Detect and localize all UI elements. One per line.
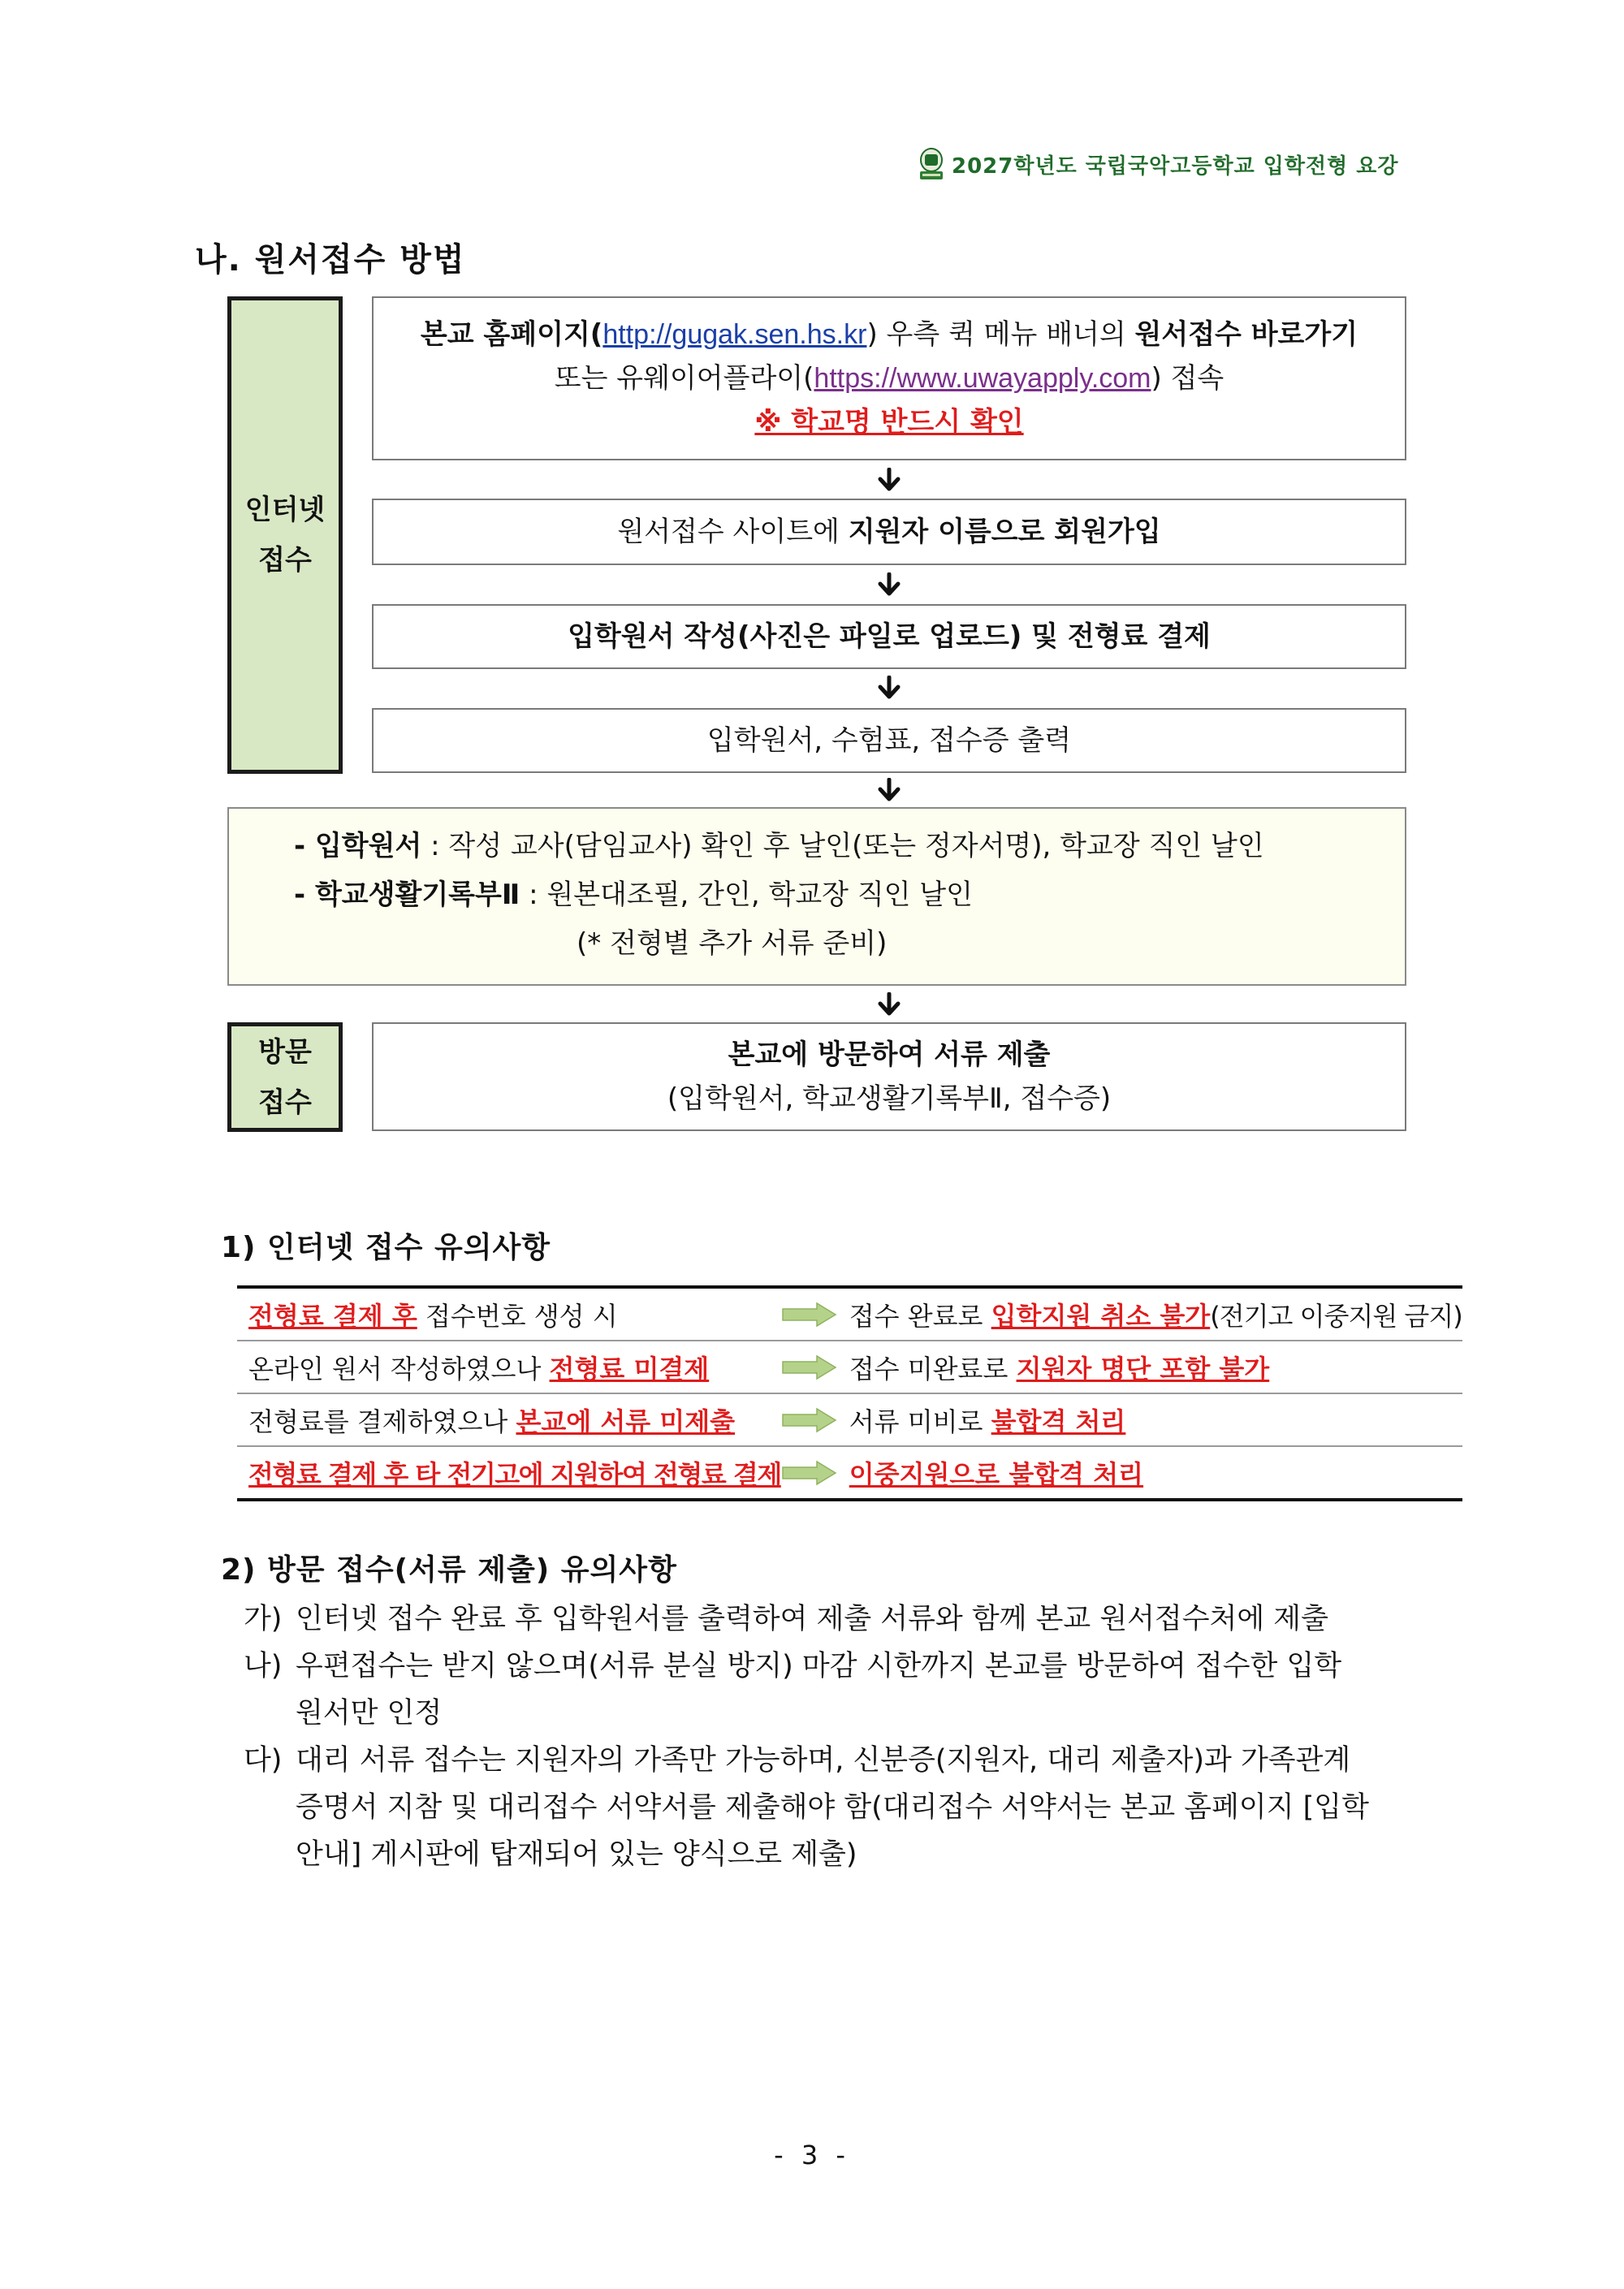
note-emphasis: 지원자 명단 포함 불가 [1016,1353,1270,1384]
note-text: 온라인 원서 작성하였으나 [248,1353,550,1384]
note-condition [237,1393,781,1446]
step1-line2 [555,356,1224,400]
note-condition [237,1287,781,1341]
note-arrow-cell [781,1287,838,1341]
note-emphasis: 본교에 서류 미제출 [516,1406,736,1437]
note-emphasis: 전형료 결제 후 [248,1300,417,1332]
visit-label-line2: 접수 [258,1086,312,1119]
step2-text: 원서접수 사이트에 [617,516,849,548]
school-homepage-link[interactable]: http://gugak.sen.hs.kr [603,319,867,350]
right-arrow-icon [781,1354,838,1381]
school-emblem-icon [918,147,945,181]
header-title: 2027학년도 국립국악고등학교 입학전형 요강 [952,153,1399,179]
note-emphasis: 입학지원 취소 불가 [991,1300,1211,1332]
school-name-warning: ※ 학교명 반드시 확인 [754,406,1024,438]
internet-notes-title: 1) 인터넷 접수 유의사항 [221,1231,551,1264]
step1-text-d: 또는 유웨이어플라이( [554,362,814,395]
visit-bold: 본교에 방문하여 서류 제출 [728,1039,1051,1071]
note-arrow-cell [781,1393,838,1446]
step2-bold: 지원자 이름으로 회원가입 [848,516,1161,548]
step1-text-e: ) 접속 [1151,362,1224,395]
uwayapply-link[interactable]: https://www.uwayapply.com [814,363,1151,394]
note-result [838,1393,1462,1446]
note-text: 접수번호 생성 시 [417,1300,618,1332]
note-text: 서류 미비로 [849,1406,991,1437]
page-header [918,146,1399,182]
note-arrow-cell [781,1446,838,1500]
note-result [838,1446,1462,1500]
note-condition [237,1446,781,1500]
table-row [237,1341,1462,1393]
list-item-marker: 나) [244,1650,283,1682]
required-documents-box [227,807,1406,986]
docs-line-record [294,872,973,912]
down-arrow-icon [873,572,905,597]
note-text: (전기고 이중지원 금지) [1210,1300,1462,1332]
note-text: 전형료를 결제하였으나 [248,1406,516,1437]
docs-application-desc: : 작성 교사(담임교사) 확인 후 날인(또는 정자서명), 학교장 직인 날인 [421,830,1264,862]
down-arrow-icon [873,992,905,1017]
note-condition [237,1341,781,1393]
docs-line-application [294,823,1264,863]
section-title: 나. 원서접수 방법 [195,241,466,279]
visit-label-line1: 방문 [258,1035,312,1069]
note-arrow-cell [781,1341,838,1393]
docs-dash: - [294,830,315,862]
page-number: - 3 - [774,2140,850,2170]
right-arrow-icon [781,1459,838,1487]
docs-application-label: 입학원서 [314,830,422,862]
visit-receipt-label [227,1022,343,1132]
step1-text-b: ) 우측 퀵 메뉴 배너의 [866,318,1135,351]
step-write-application [372,604,1406,669]
step-visit-submit [372,1022,1406,1131]
step3-text: 입학원서 작성(사진은 파일로 업로드) 및 전형료 결제 [568,620,1211,653]
docs-dash: - [294,879,315,911]
table-row [237,1393,1462,1446]
docs-record-desc: : 원본대조필, 간인, 학교장 직인 날인 [520,879,973,911]
right-arrow-icon [781,1301,838,1328]
internet-label-line2: 접수 [258,544,312,577]
step-member-signup [372,499,1406,565]
list-item-marker: 가) [244,1603,283,1635]
list-item-line: 대리 서류 접수는 지원자의 가족만 가능하며, 신분증(지원자, 대리 제출자)과 가족관계 [296,1744,1351,1777]
table-row [237,1287,1462,1341]
visit-notes-title: 2) 방문 접수(서류 제출) 유의사항 [221,1553,677,1587]
visit-notes-list [244,1596,1413,1904]
step-print-documents [372,708,1406,773]
docs-extra-note: (* 전형별 추가 서류 준비) [577,927,888,960]
note-text: 접수 완료로 [849,1300,991,1332]
note-emphasis: 전형료 미결제 [549,1353,710,1384]
list-item-marker: 다) [244,1744,283,1777]
internet-label-line1: 인터넷 [244,494,326,526]
down-arrow-icon [873,676,905,700]
internet-receipt-label [227,296,343,774]
docs-record-label: 학교생활기록부Ⅱ [314,879,520,911]
note-emphasis: 전형료 결제 후 타 전기고에 지원하여 전형료 결제 [248,1458,781,1490]
step1-text-c: 원서접수 바로가기 [1134,318,1358,351]
list-item-line: 우편접수는 받지 않으며(서류 분실 방지) 마감 시한까지 본교를 방문하여 접수한 입학 [296,1650,1342,1682]
note-result [838,1287,1462,1341]
step1-text-a: 본교 홈페이지( [420,318,603,351]
step-homepage-access [372,296,1406,460]
visit-normal: (입학원서, 학교생활기록부Ⅱ, 접수증) [667,1082,1112,1115]
internet-notes-table [237,1285,1462,1501]
right-arrow-icon [781,1406,838,1434]
list-item-line: 증명서 지참 및 대리접수 서약서를 제출해야 함(대리접수 서약서는 본교 홈페이지 [입학 [296,1791,1369,1824]
table-row [237,1446,1462,1500]
note-text: 접수 미완료로 [849,1353,1017,1384]
down-arrow-icon [873,468,905,492]
list-item-line: 인터넷 접수 완료 후 입학원서를 출력하여 제출 서류와 함께 본교 원서접수처에 제출 [296,1603,1328,1635]
note-emphasis: 불합격 처리 [991,1406,1126,1437]
step4-text: 입학원서, 수험표, 접수증 출력 [706,724,1072,757]
note-result [838,1341,1462,1393]
note-emphasis: 이중지원으로 불합격 처리 [849,1458,1144,1490]
list-item-line: 원서만 인정 [296,1697,443,1730]
step1-line1 [421,313,1358,356]
down-arrow-icon [873,778,905,802]
list-item-line: 안내] 게시판에 탑재되어 있는 양식으로 제출) [296,1838,857,1871]
